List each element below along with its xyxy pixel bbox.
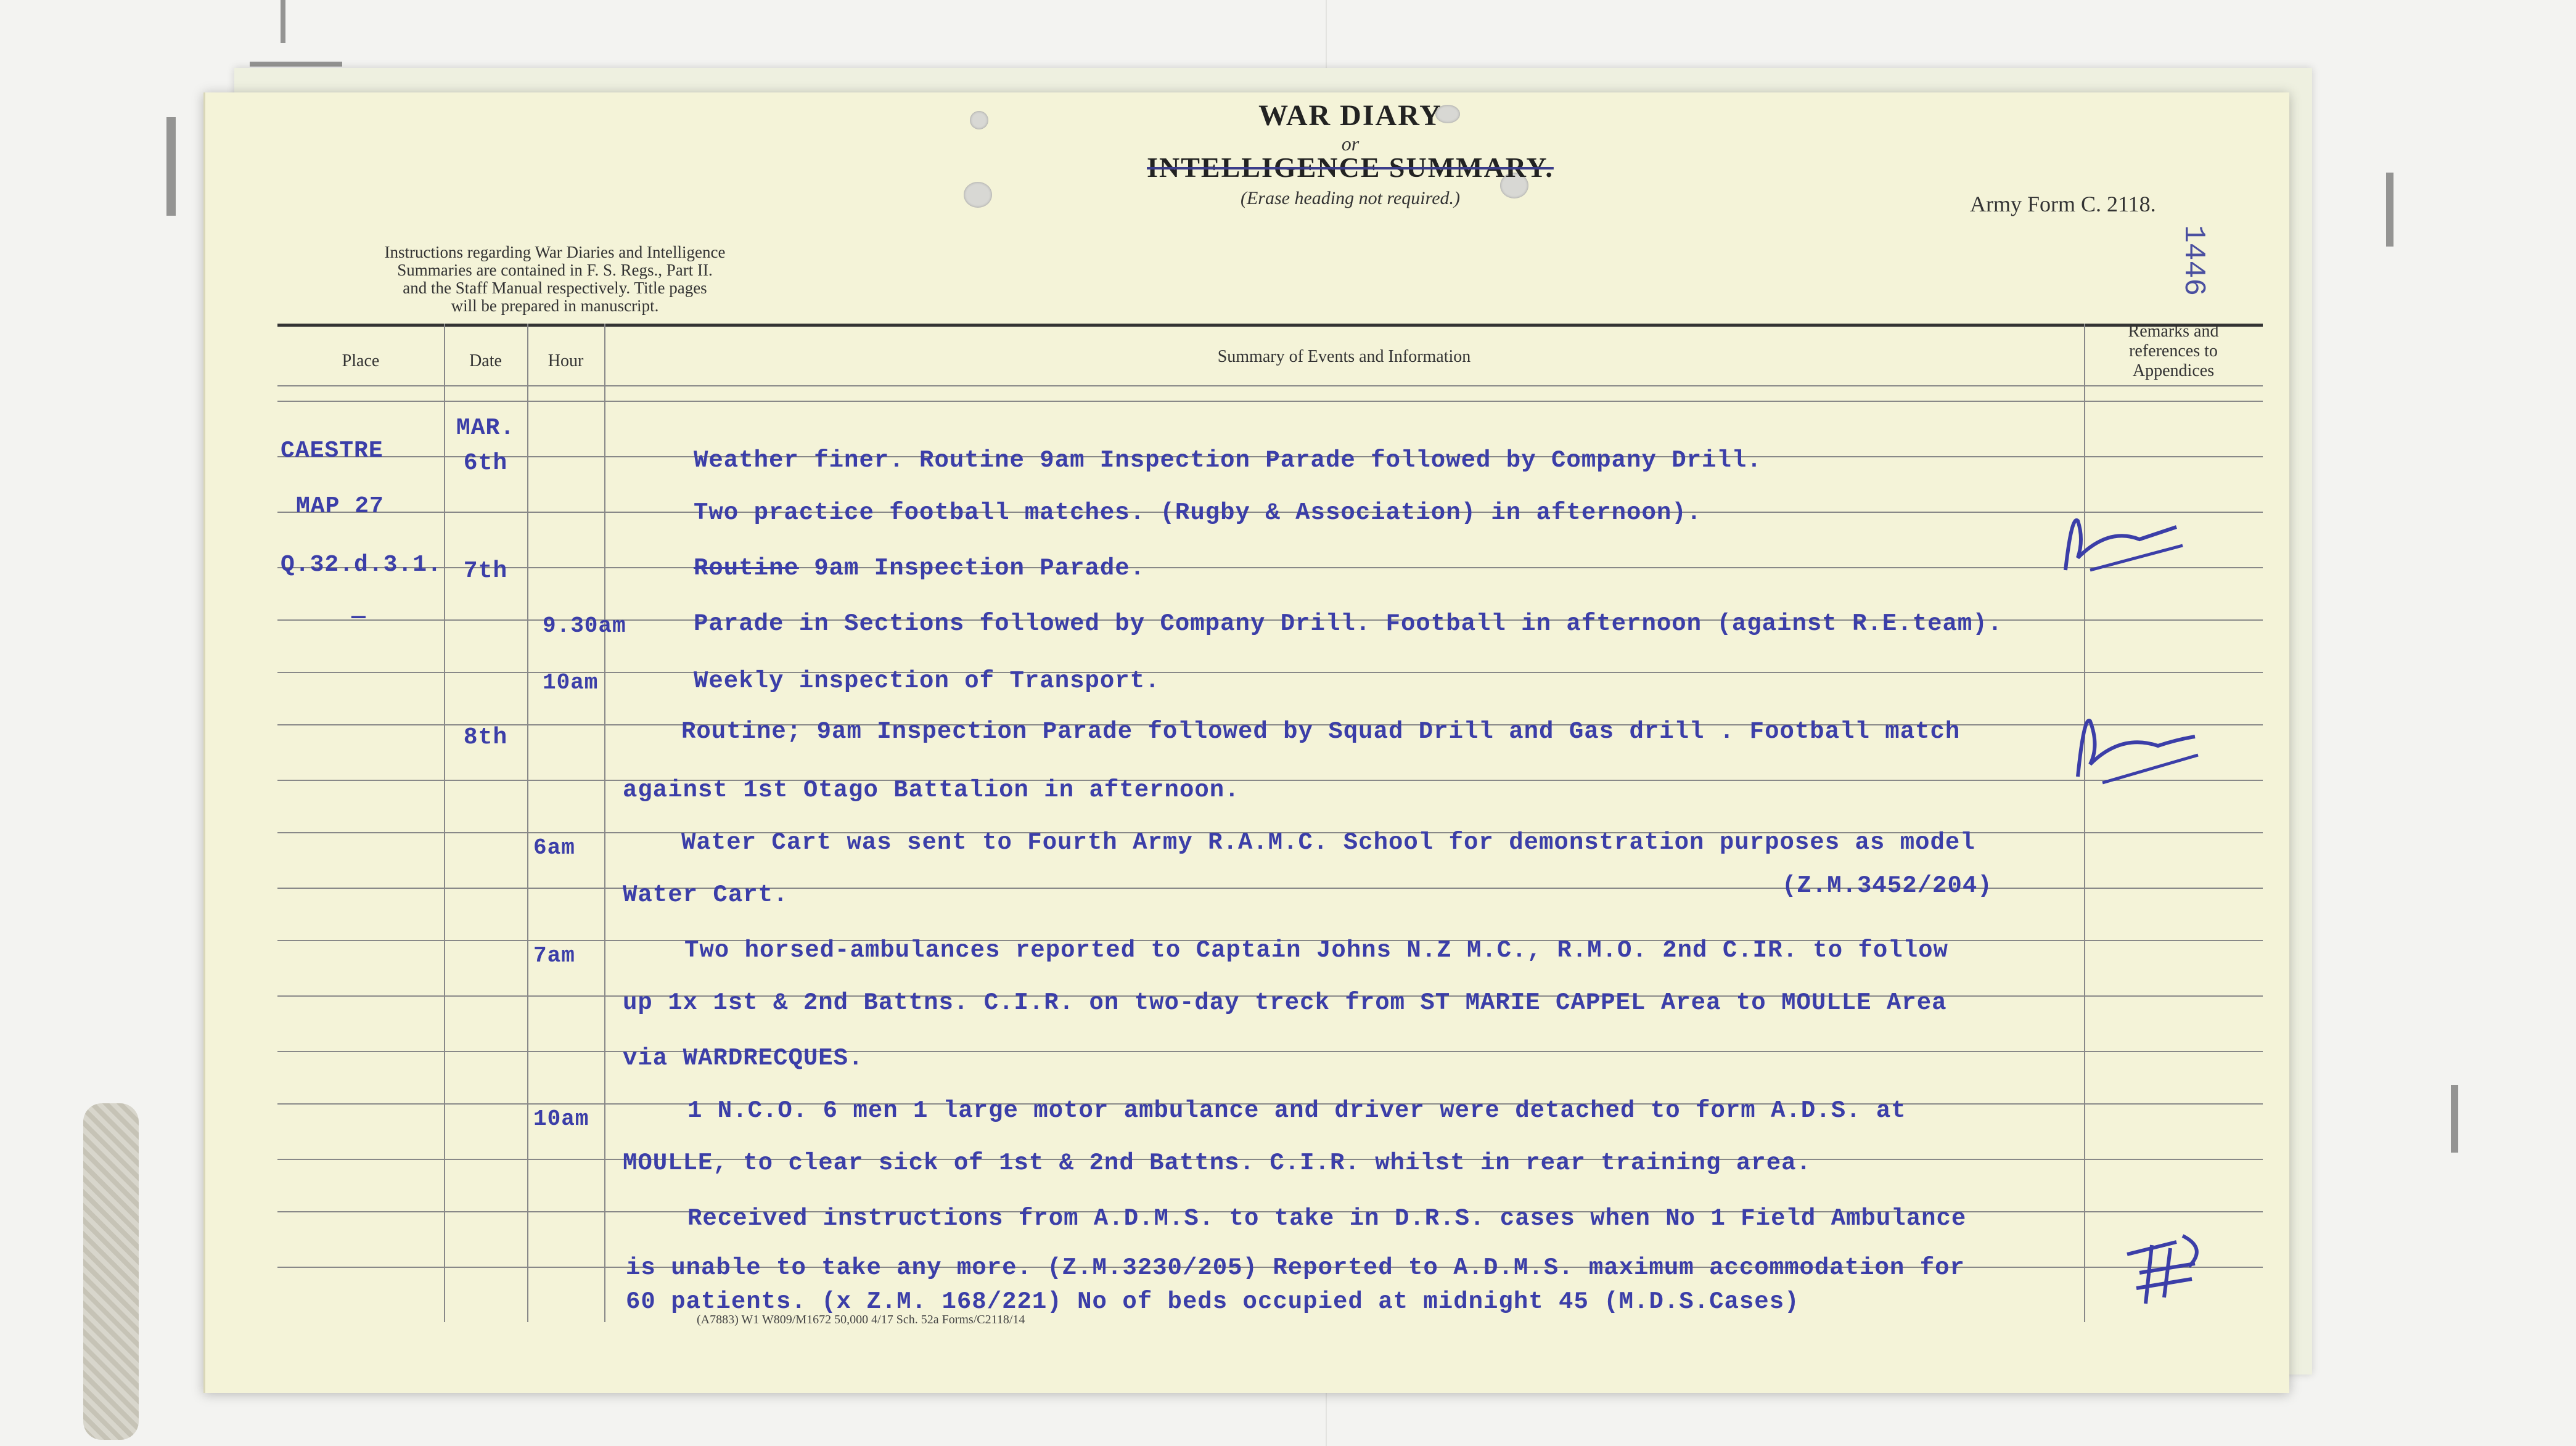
handwritten-initials-mark xyxy=(2065,703,2207,789)
hour-entry: 6am xyxy=(533,835,575,860)
date-entry: 7th xyxy=(463,558,508,584)
instruction-line: will be prepared in manuscript. xyxy=(451,296,659,315)
instruction-line: and the Staff Manual respectively. Title pages xyxy=(403,279,707,297)
pencil-mark xyxy=(2386,173,2393,247)
form-subtitle-struck: INTELLIGENCE SUMMARY. xyxy=(1147,152,1554,183)
handwritten-initials-mark xyxy=(2115,1230,2226,1310)
pencil-mark xyxy=(2451,1085,2458,1153)
instructions-note xyxy=(321,243,789,315)
diary-table xyxy=(277,324,2263,1322)
place-entry: Q.32.d.3.1. xyxy=(281,552,442,578)
remarks-header-line: Appendices xyxy=(2132,361,2215,380)
table-top-rule xyxy=(277,324,2263,327)
struck-word: Routine xyxy=(694,555,799,582)
hour-entry: 9.30am xyxy=(543,613,626,639)
col-rule xyxy=(604,324,605,1322)
summary-line: 1 N.C.O. 6 men 1 large motor ambulance and driver were detached to form A.D.S. at xyxy=(687,1097,1906,1124)
col-header-hour: Hour xyxy=(548,351,584,370)
summary-line: Received instructions from A.D.M.S. to take in D.R.S. cases when No 1 Field Ambulance xyxy=(687,1205,1967,1232)
row-rule xyxy=(277,780,2263,781)
col-rule xyxy=(527,324,528,1322)
pencil-mark xyxy=(166,117,176,216)
col-header-remarks xyxy=(2084,322,2263,381)
date-month: MAR. xyxy=(456,415,515,441)
summary-reference: (Z.M.3452/204) xyxy=(1782,872,1993,899)
col-rule xyxy=(2084,324,2085,1322)
place-entry: MAP 27 xyxy=(296,493,384,520)
instruction-line: Instructions regarding War Diaries and Intelligence xyxy=(384,243,726,261)
remarks-header-line: Remarks and xyxy=(2128,322,2219,341)
instruction-line: Summaries are contained in F. S. Regs., Part II. xyxy=(397,261,713,279)
date-entry: 8th xyxy=(463,724,508,751)
pencil-mark xyxy=(281,0,285,43)
handwritten-initials-mark xyxy=(2053,502,2195,582)
form-or: or xyxy=(1341,133,1360,155)
hour-entry: 10am xyxy=(533,1106,589,1132)
summary-line: Parade in Sections followed by Company Drill. Football in afternoon (against R.E.team). xyxy=(694,610,2003,637)
summary-text: 9am Inspection Parade. xyxy=(798,555,1146,582)
form-title: WAR DIARY xyxy=(1258,99,1442,132)
summary-line: Two horsed-ambulances reported to Captain Johns N.Z M.C., R.M.O. 2nd C.IR. to follow xyxy=(684,937,1948,964)
summary-line: via WARDRECQUES. xyxy=(623,1045,864,1072)
col-header-date: Date xyxy=(469,351,502,370)
summary-line: Water Cart. xyxy=(623,881,789,909)
stamped-page-number: 1446 xyxy=(2176,225,2210,296)
summary-line: Weekly inspection of Transport. xyxy=(694,668,1160,695)
tag-string xyxy=(83,1103,139,1440)
date-entry: 6th xyxy=(463,450,508,476)
col-header-place: Place xyxy=(342,351,380,370)
header-rule xyxy=(277,385,2263,386)
punch-hole xyxy=(964,182,992,208)
punch-hole xyxy=(970,111,988,129)
summary-line: Two practice football matches. (Rugby & Association) in afternoon). xyxy=(694,499,1702,526)
hour-entry: 7am xyxy=(533,943,575,968)
col-header-summary: Summary of Events and Information xyxy=(1217,347,1471,366)
summary-line: Water Cart was sent to Fourth Army R.A.M.C. School for demonstration purposes as model xyxy=(681,829,1975,856)
printer-imprint: (A7883) W1 W809/M1672 50,000 4/17 Sch. 52a Forms/C2118/14 xyxy=(697,1313,1025,1326)
army-form-label: Army Form C. 2118. xyxy=(1970,192,2156,216)
summary-line: up 1x 1st & 2nd Battns. C.I.R. on two-day treck from ST MARIE CAPPEL Area to MOULLE Area xyxy=(623,989,1947,1016)
pencil-mark xyxy=(250,62,342,67)
remarks-header-line: references to xyxy=(2129,341,2218,361)
hour-entry: 10am xyxy=(543,670,599,695)
row-rule xyxy=(277,567,2263,568)
summary-line: Routine; 9am Inspection Parade followed by Squad Drill and Gas drill . Football match xyxy=(681,718,1961,745)
summary-line: 60 patients. (x Z.M. 168/221) No of beds occupied at midnight 45 (M.D.S.Cases) xyxy=(626,1288,1800,1315)
summary-line: MOULLE, to clear sick of 1st & 2nd Battns. C.I.R. whilst in rear training area. xyxy=(623,1150,1811,1177)
summary-line: Weather finer. Routine 9am Inspection Parade followed by Company Drill. xyxy=(694,447,1762,474)
place-entry: CAESTRE xyxy=(281,438,384,464)
place-entry: — xyxy=(351,604,366,631)
erase-note: (Erase heading not required.) xyxy=(1240,188,1461,208)
summary-line: against 1st Otago Battalion in afternoon. xyxy=(623,777,1240,804)
row-rule xyxy=(277,401,2263,402)
summary-line xyxy=(694,555,1145,582)
row-rule xyxy=(277,1051,2263,1052)
summary-line: is unable to take any more. (Z.M.3230/205) Reported to A.D.M.S. maximum accommodation for xyxy=(626,1254,1965,1281)
